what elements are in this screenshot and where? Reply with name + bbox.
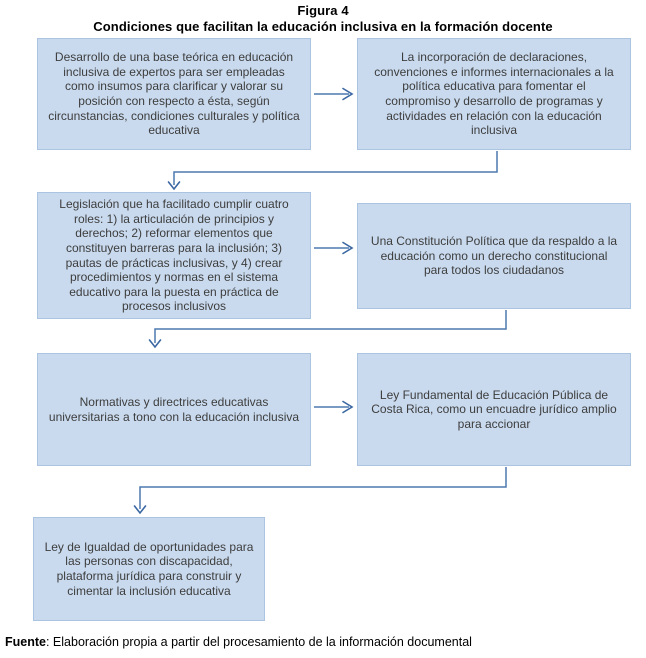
arrow-down-row3-icon: [150, 340, 161, 347]
source-label: Fuente: [5, 635, 46, 649]
box-constitucion-politica: Una Constitución Política que da respaldo a la educación como un derecho constitucional para todos los ciudadanos: [357, 203, 631, 309]
arrow-right-row1-icon: [314, 89, 352, 100]
source-note: [5, 635, 645, 649]
arrow-right-row2-icon: [314, 243, 352, 254]
connector-elbow-row1-to-row2: [169, 151, 498, 189]
arrow-down-row2-icon: [169, 182, 180, 189]
box-ley-fundamental: Ley Fundamental de Educación Pública de Costa Rica, como un encuadre jurídico amplio para accionar: [357, 353, 631, 466]
box-base-teorica: Desarrollo de una base teórica en educación inclusiva de expertos para ser empleadas como insumos para clarificar y valorar su posición con respecto a ésta, según circunstancias, condiciones culturales y política educativa: [37, 38, 311, 150]
box-incorporacion-internacional: La incorporación de declaraciones, convenciones e informes internacionales a la política educativa para fomentar el compromiso y desarrollo de programas y actividades en relación con la educación inclusiva: [357, 38, 631, 150]
arrow-right-row3-icon: [314, 402, 352, 413]
source-text: : Elaboración propia a partir del procesamiento de la información documental: [45, 635, 472, 649]
connector-elbow-row3-to-row4: [135, 467, 507, 513]
box-ley-igualdad: Ley de Igualdad de oportunidades para las personas con discapacidad, plataforma jurídica para construir y cimentar la inclusión educativa: [33, 517, 265, 621]
box-normativas-universitarias: Normativas y directrices educativas universitarias a tono con la educación inclusiva: [37, 353, 311, 466]
figure-number: Figura 4: [297, 3, 349, 18]
figure-title: Condiciones que facilitan la educación inclusiva en la formación docente: [93, 19, 553, 34]
box-legislacion-cuatro-roles: Legislación que ha facilitado cumplir cuatro roles: 1) la articulación de principios y derechos; 2) reformar elementos que constituyen barreras para la inclusión; 3) pautas de prácticas inclusivas, y 4) crear procedimientos y normas en el sistema educativo para la puesta en práctica de procesos inclusivos: [37, 192, 311, 319]
arrow-down-row4-icon: [135, 506, 146, 513]
